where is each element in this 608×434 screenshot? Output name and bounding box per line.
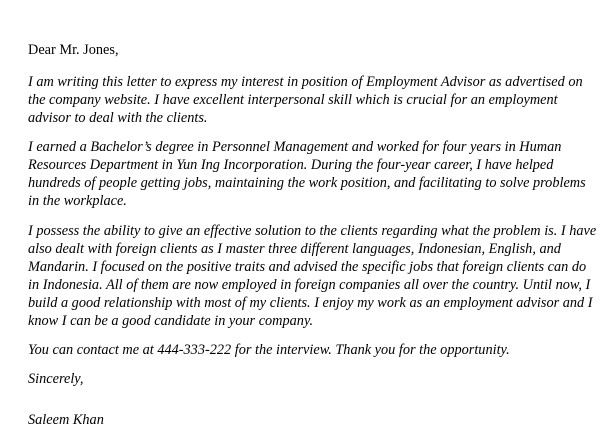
paragraph-skills: I possess the ability to give an effective solution to the clients regarding what the problem is. I have also dealt with foreign clients as I master three different languages, Indonesian, English, and Mandarin. I focused on the positive traits and advised the specific jobs that foreign clients can do in Indonesia. All of them are now employed in foreign companies all over the country. Until now, I build a good relationship with most of my clients. I enjoy my work as an employment advisor and I know I can be a good candidate in your company. [28,223,597,329]
paragraph-interest: I am writing this letter to express my interest in position of Employment Advisor as advertised on the company website. I have excellent interpersonal skill which is crucial for an employment advisor to deal with the clients. [28,74,583,126]
salutation: Dear Mr. Jones, [28,42,119,58]
closing: Sincerely, [28,371,84,387]
paragraph-experience: I earned a Bachelor’s degree in Personnel Management and worked for four years in Human Resources Department in Yun Ing Incorporation. During the four-year career, I have helped hundreds of people getting jobs, maintaining the work position, and facilitating to solve problems in the workplace. [28,139,586,209]
letter-body [28,41,600,388]
paragraph-contact: You can contact me at 444-333-222 for the interview. Thank you for the opportunity. [28,342,510,358]
signature-name: Saleem Khan [28,412,104,428]
